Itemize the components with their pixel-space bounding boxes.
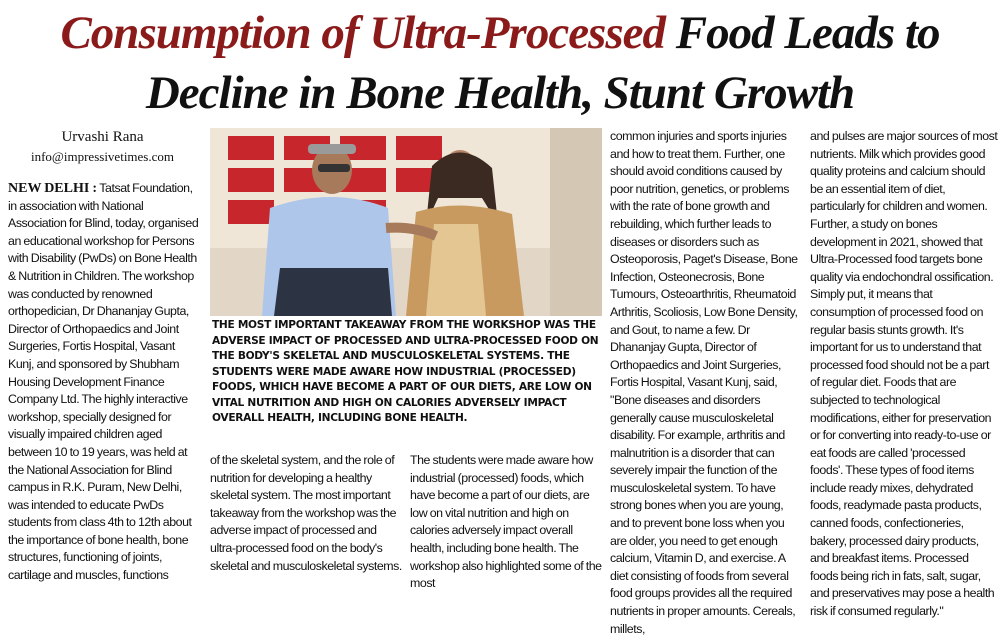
photo-two-people-icon bbox=[210, 128, 602, 316]
headline-line-2: Decline in Bone Health, Stunt Growth bbox=[145, 67, 855, 119]
byline-author: Urvashi Rana bbox=[61, 129, 144, 145]
article-column-3: The students were made aware how industrial (processed) foods, which have become a part of our diets, are low on vital nutrition and high on calories adversely impact overall health, including bone health. The workshop also highlighted some of the most bbox=[410, 453, 602, 591]
article-column-2: of the skeletal system, and the role of nutrition for developing a healthy skeletal system. The most important takeaway from the workshop was the adverse impact of processed and ultra-processed food on the body's skeletal and musculoskeletal systems. bbox=[210, 453, 402, 573]
headline-black-part: Food Leads to bbox=[665, 7, 940, 59]
photo bbox=[210, 128, 602, 316]
pull-quote: THE MOST IMPORTANT TAKEAWAY FROM THE WORKSHOP WAS THE ADVERSE IMPACT OF PROCESSED AND ULTRA-PROCESSED FOOD ON THE BODY'S SKELETAL AND MUSCULOSKELETAL SYSTEMS. THE STUDENTS WERE MADE AWARE HOW INDUSTRIAL (PROCESSED) FOODS, WHICH HAVE BECOME A PART OF OUR DIETS, ARE LOW ON VITAL NUTRITION AND HIGH ON CALORIES ADVERSELY IMPACT OVERALL HEALTH, INCLUDING BONE HEALTH. bbox=[212, 319, 599, 424]
article-column-5: and pulses are major sources of most nutrients. Milk which provides good quality proteins and calcium should be an essential item of diet, particularly for children and women. Further, a study on bones development in 2021, showed that Ultra-Processed food targets bone quality via endochondral ossification. Simply put, it means that consumption of processed food on regular basis stunts growth. It's important for us to understand that processed food should not be a part of regular diet. Foods that are subjected to technological modifications, either for preservation or for converting into ready-to-use or eat foods are called 'processed foods'. These types of food items include ready mixes, dehydrated foods, readymade pasta products, canned foods, confectioneries, bakery, processed dairy products, and breakfast items. Processed foods being rich in fats, salt, sugar, and preservatives may pose a health risk if consumed regularly." bbox=[810, 129, 998, 619]
article-column-4: common injuries and sports injuries and how to treat them. Further, one should avoid conditions caused by poor nutrition, genetics, or problems with the rate of bone growth and rebuilding, which further leads to diseases or disorders such as Osteoporosis, Paget's Disease, Bone Infection, Osteonecrosis, Bone Tumours, Osteoarthritis, Rheumatoid Arthritis, Scoliosis, Low Bone Density, and Gout, to name a few. Dr Dhananjay Gupta, Director of Orthopaedics and Joint Surgeries, Fortis Hospital, Vasant Kunj, said, "Bone diseases and disorders generally cause musculoskeletal disability. For example, arthritis and malnutrition is a disorder that can severely impair the function of the musculoskeletal system. To have strong bones when you are young, and to prevent bone loss when you are older, you need to get enough calcium, Vitamin D, and exercise. A diet consisting of foods from several food groups provides all the required nutrients in proper amounts. Cereals, millets, bbox=[610, 129, 798, 636]
dateline: NEW DELHI : bbox=[8, 181, 97, 196]
headline-line-1 bbox=[0, 6, 1000, 60]
column-1-text: Tatsat Foundation, in association with National Association for Blind, today, organised an educational workshop for Persons with Disability (PwDs) on Bone Health & Nutrition in Children. The workshop was conducted by renowned orthopedician, Dr Dhananjay Gupta, Director of Orthopaedics and Joint Surgeries, Fortis Hospital, Vasant Kunj, and sponsored by Shubham Housing Development Finance Company Ltd. The highly interactive workshop, specially designed for visually impaired children aged between 10 to 19 years, was held at the National Association for Blind campus in R.K. Puram, New Delhi, was intended to educate PwDs students from class 4th to 12th about the importance of bone health, bone structures, functioning of joints, cartilage and muscles, functions bbox=[8, 181, 199, 583]
article-column-1 bbox=[8, 180, 200, 585]
headline-red-part: Consumption of Ultra-Processed bbox=[60, 7, 665, 59]
byline-email[interactable]: info@impressivetimes.com bbox=[30, 149, 175, 164]
